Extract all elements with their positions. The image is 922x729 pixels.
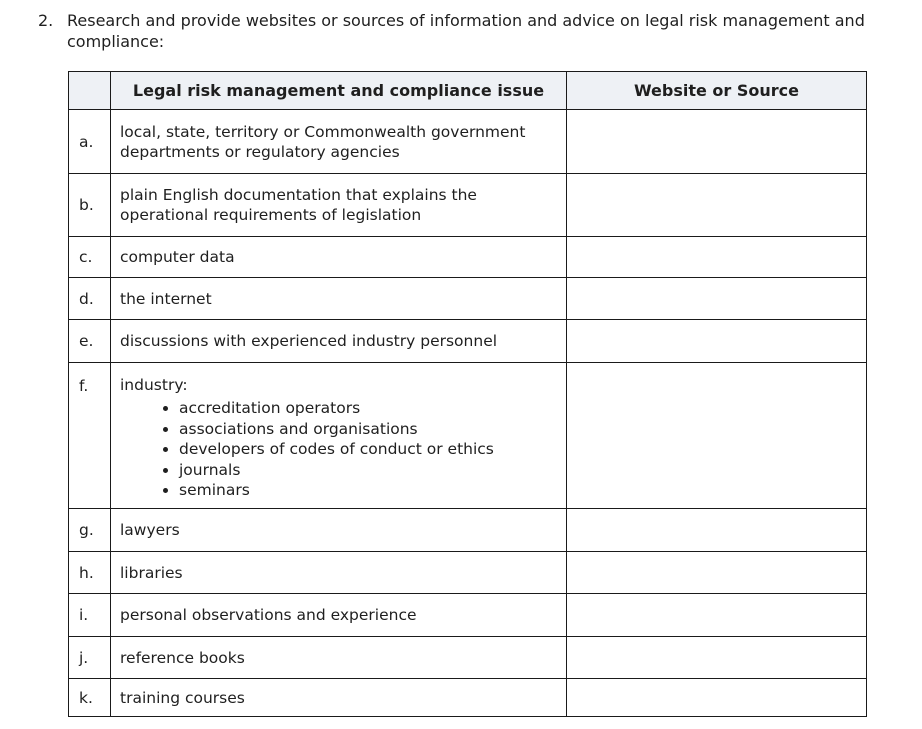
question-number: 2. bbox=[38, 11, 54, 30]
list-item: • seminars bbox=[179, 480, 566, 501]
source-cell[interactable] bbox=[567, 679, 867, 717]
row-letter: e. bbox=[69, 320, 111, 363]
row-issue: plain English documentation that explains the operational requirements of legislation bbox=[111, 174, 567, 237]
row-issue-text: industry: bbox=[120, 376, 188, 394]
source-cell[interactable] bbox=[567, 237, 867, 278]
table-row bbox=[69, 679, 867, 717]
table-header-row bbox=[69, 72, 867, 110]
table-row bbox=[69, 174, 867, 237]
header-issue: Legal risk management and compliance issue bbox=[111, 72, 567, 110]
row-letter: a. bbox=[69, 110, 111, 174]
source-cell[interactable] bbox=[567, 552, 867, 594]
row-issue: lawyers bbox=[111, 509, 567, 552]
header-letter bbox=[69, 72, 111, 110]
source-cell[interactable] bbox=[567, 363, 867, 509]
row-letter: g. bbox=[69, 509, 111, 552]
table-row bbox=[69, 237, 867, 278]
row-issue: training courses bbox=[111, 679, 567, 717]
table-row bbox=[69, 594, 867, 637]
sources-table bbox=[68, 71, 867, 717]
row-letter: k. bbox=[69, 679, 111, 717]
row-letter: c. bbox=[69, 237, 111, 278]
row-issue: discussions with experienced industry personnel bbox=[111, 320, 567, 363]
header-source: Website or Source bbox=[567, 72, 867, 110]
row-letter: h. bbox=[69, 552, 111, 594]
table-row bbox=[69, 320, 867, 363]
table-row bbox=[69, 110, 867, 174]
list-item: • accreditation operators bbox=[179, 398, 566, 419]
question-text: Research and provide websites or sources of information and advice on legal risk management and compliance: bbox=[67, 11, 865, 51]
table-row bbox=[69, 637, 867, 679]
row-issue bbox=[111, 363, 567, 509]
bullet-list bbox=[120, 398, 566, 501]
source-cell[interactable] bbox=[567, 110, 867, 174]
row-letter: i. bbox=[69, 594, 111, 637]
list-item: • journals bbox=[179, 460, 566, 481]
row-letter: b. bbox=[69, 174, 111, 237]
table-row bbox=[69, 278, 867, 320]
table-row bbox=[69, 552, 867, 594]
source-cell[interactable] bbox=[567, 594, 867, 637]
row-issue: personal observations and experience bbox=[111, 594, 567, 637]
row-letter: j. bbox=[69, 637, 111, 679]
source-cell[interactable] bbox=[567, 637, 867, 679]
row-issue: the internet bbox=[111, 278, 567, 320]
row-issue: local, state, territory or Commonwealth government departments or regulatory agencies bbox=[111, 110, 567, 174]
table-row bbox=[69, 509, 867, 552]
row-letter: d. bbox=[69, 278, 111, 320]
row-issue: libraries bbox=[111, 552, 567, 594]
source-cell[interactable] bbox=[567, 174, 867, 237]
list-item: • associations and organisations bbox=[179, 419, 566, 440]
source-cell[interactable] bbox=[567, 509, 867, 552]
row-issue: reference books bbox=[111, 637, 567, 679]
row-letter: f. bbox=[69, 363, 111, 509]
list-item: • developers of codes of conduct or ethics bbox=[179, 439, 566, 460]
table-row bbox=[69, 363, 867, 509]
source-cell[interactable] bbox=[567, 320, 867, 363]
row-issue: computer data bbox=[111, 237, 567, 278]
question-block bbox=[38, 10, 878, 52]
source-cell[interactable] bbox=[567, 278, 867, 320]
